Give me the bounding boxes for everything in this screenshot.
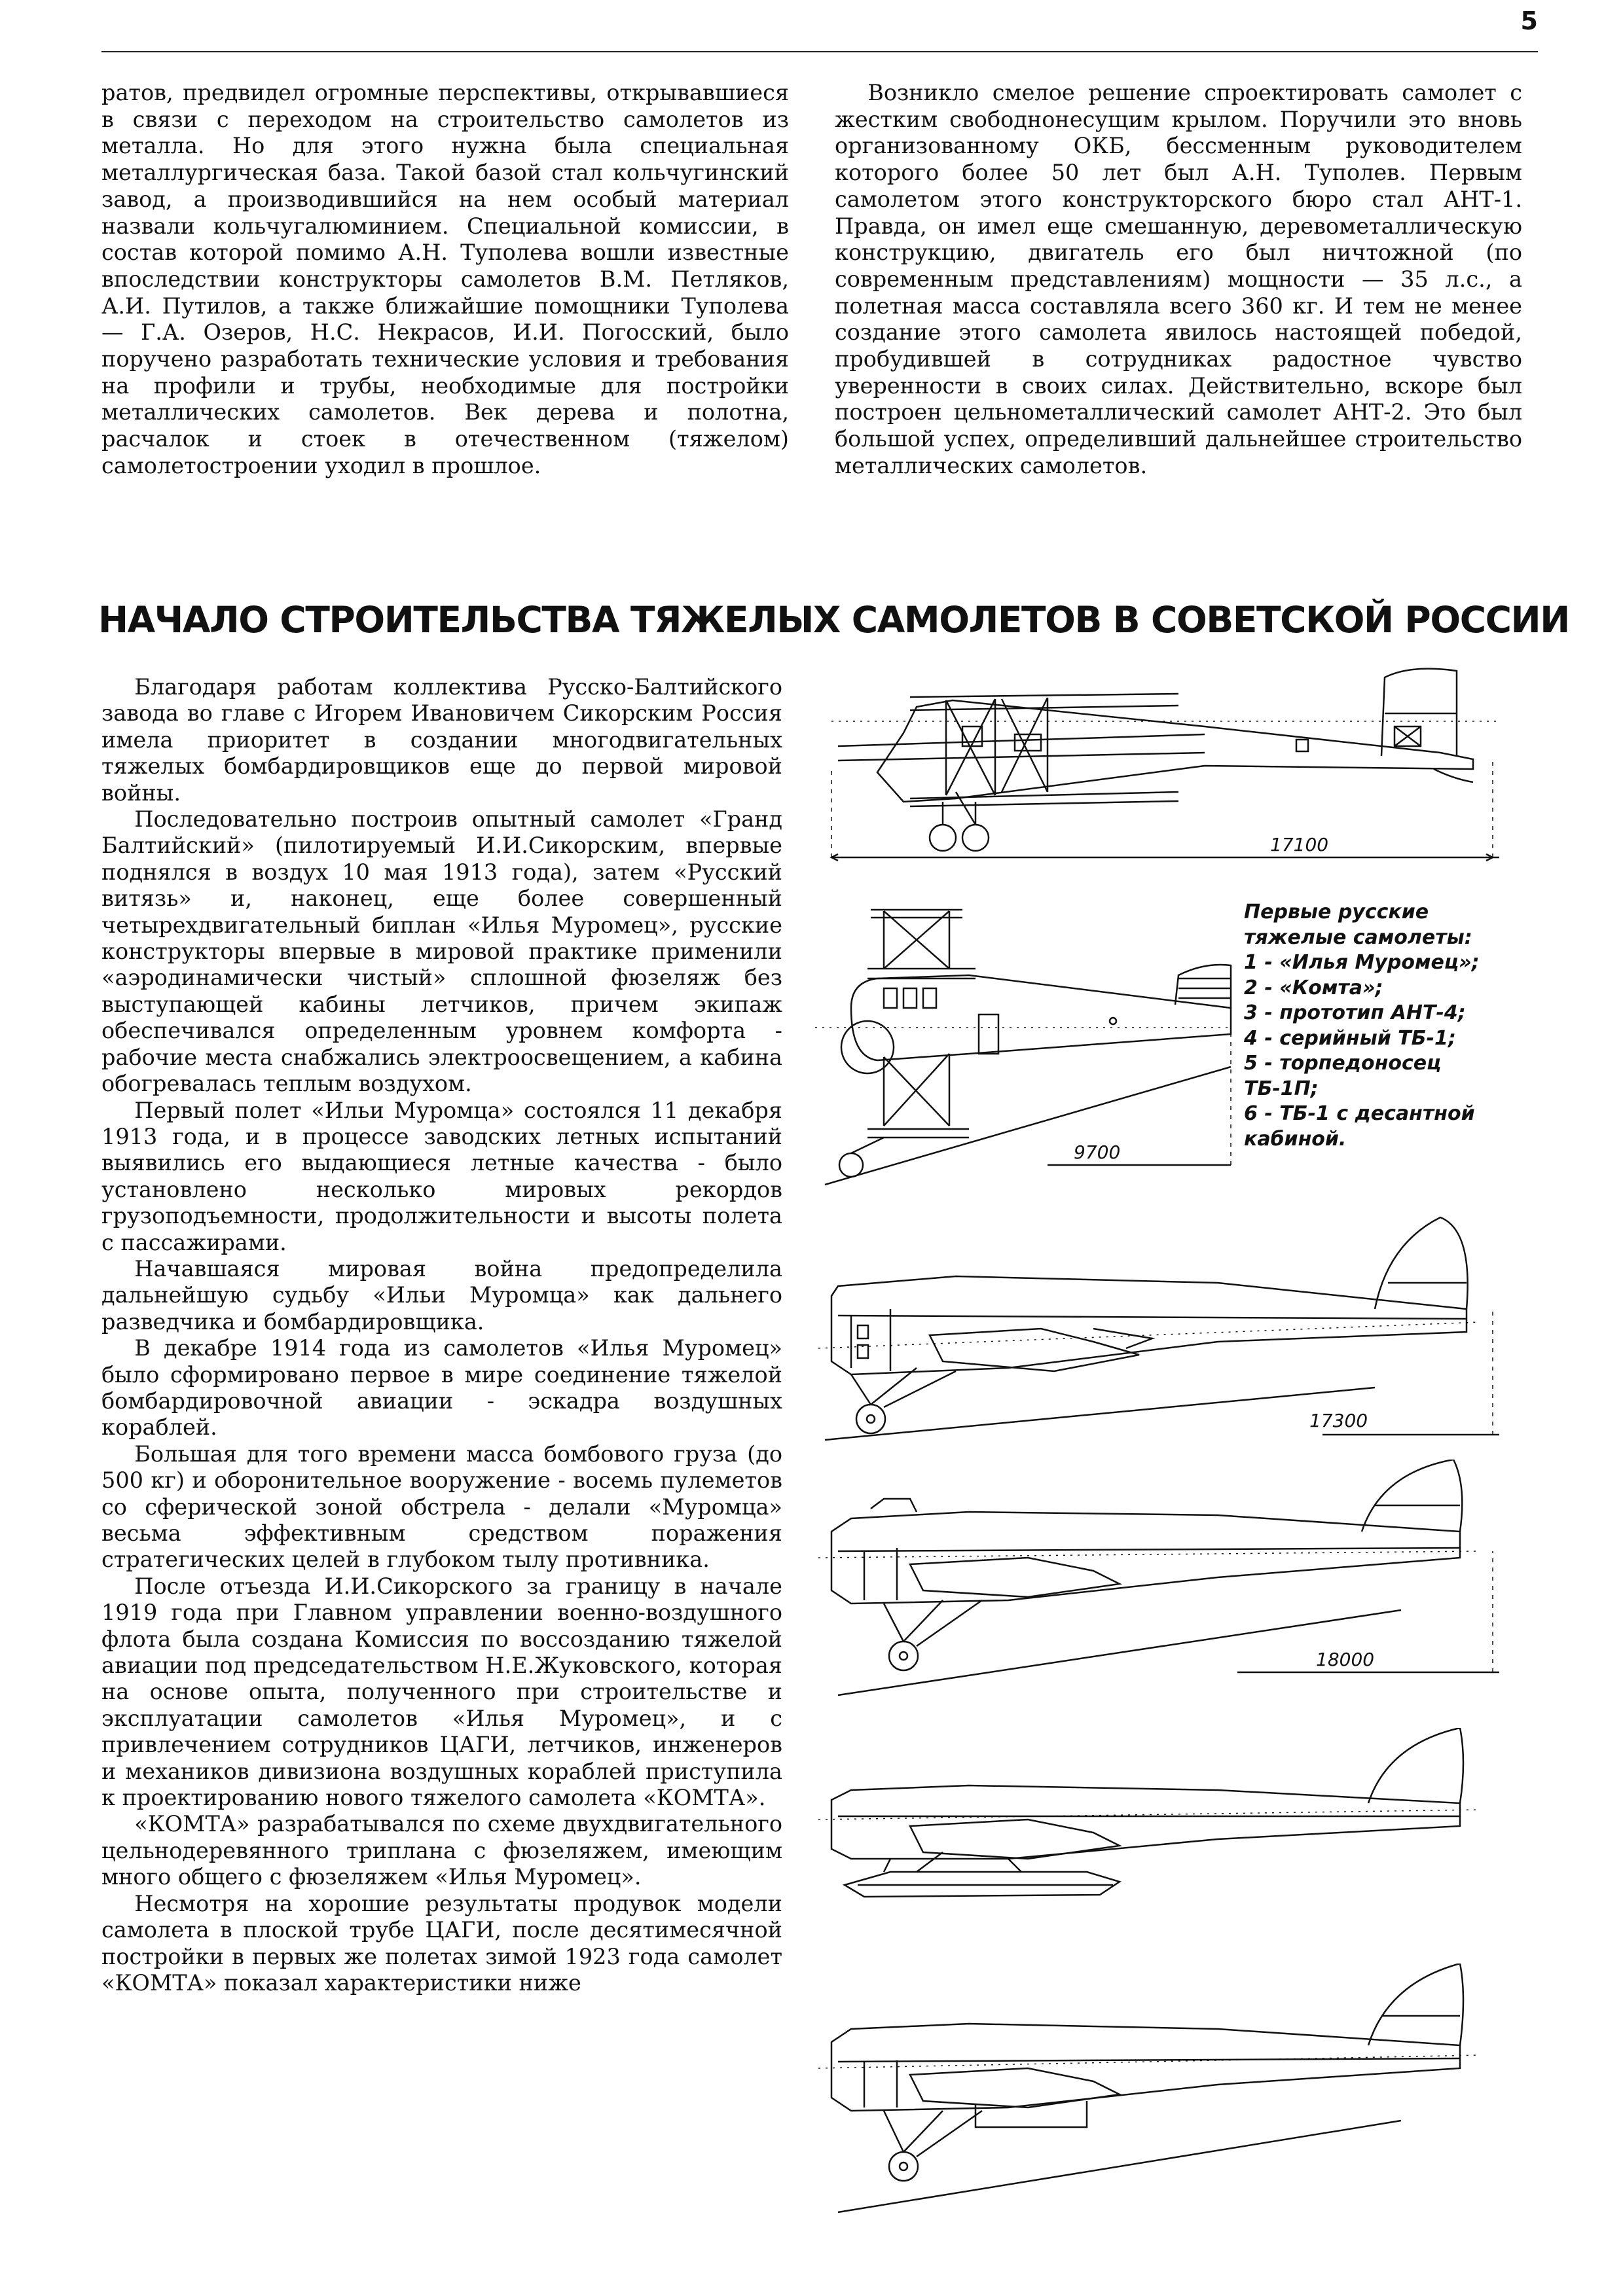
aircraft-drawing-ilya-muromets xyxy=(812,661,1532,884)
figure-caption xyxy=(1244,900,1519,1152)
dimension-label: 9700 xyxy=(1074,1141,1121,1163)
top-right-paragraph: Возникло смелое решение спроектировать самолет с жестким свободнонесущим крылом. Поручили это вновь организованному ОКБ, бессменным руководителем которого более 50 лет был А.Н. Туполев. Первым самолетом этого конструкторского бюро стал АНТ-1. Правда, он имел еще смешанную, деревометаллическую конструкцию, двигатель его был ничтожной (по современным представлениям) мощности — 35 л.с., а полетная масса составляла всего 360 кг. И тем не менее создание этого самолета явилось настоящей победой, пробудившей в сотрудниках радостное чувство уверенности в своих силах. Действительно, вскоре был построен цельнометаллический самолет АНТ-2. Это был большой успех, определивший дальнейшее строительство металлических самолетов. xyxy=(835,80,1522,478)
section-title: НАЧАЛО СТРОИТЕЛЬСТВА ТЯЖЕЛЫХ САМОЛЕТОВ В СОВЕТСКОЙ РОССИИ xyxy=(98,599,1569,641)
main-paragraph: Большая для того времени масса бомбового груза (до 500 кг) и оборонительное вооружение - восемь пулеметов со сферической зоной обстрела - делали «Муромца» весьма эффективным средством поражения стратегических целей в глубоком тылу противника. xyxy=(101,1441,782,1573)
header-rule xyxy=(101,51,1538,52)
page-number: 5 xyxy=(1520,7,1538,35)
aircraft-drawing-tb-1 xyxy=(812,1460,1532,1708)
dimension-label: 18000 xyxy=(1316,1649,1375,1670)
aircraft-drawing-komta xyxy=(812,897,1244,1198)
main-paragraph: Начавшаяся мировая война предопределила дальнейшую судьбу «Ильи Муромца» как дальнего разведчика и бомбардировщика. xyxy=(101,1255,782,1335)
top-left-column xyxy=(101,80,789,480)
aircraft-drawing-tb-1p xyxy=(812,1728,1532,1924)
caption-line: тяжелые самолеты: xyxy=(1244,925,1472,949)
caption-line: ТБ-1П; xyxy=(1244,1077,1319,1100)
caption-line: кабиной. xyxy=(1244,1127,1347,1151)
caption-line: 3 - прототип АНТ-4; xyxy=(1244,1001,1466,1024)
top-left-paragraph: ратов, предвидел огромные перспективы, открывавшиеся в связи с переходом на строительство самолетов из металла. Но для этого нужна была специальная металлургическая база. Такой базой стал кольчугинский завод, а производившийся на нем особый материал назвали кольчугалюминием. Специальной комиссии, в состав которой помимо А.Н. Туполева вошли известные впоследствии конструкторы самолетов В.М. Петляков, А.И. Путилов, а также ближайшие помощники Туполева — Г.А. Озеров, Н.С. Некрасов, И.И. Погосский, было поручено разработать технические условия и требования на профили и трубы, необходимые для постройки металлических самолетов. Век дерева и полотна, расчалок и стоек в отечественном (тяжелом) самолетостроении уходил в прошлое. xyxy=(101,80,789,478)
caption-line: 1 - «Илья Муромец»; xyxy=(1244,951,1480,974)
dimension-label: 17300 xyxy=(1309,1410,1368,1431)
caption-line: 5 - торпедоносец xyxy=(1244,1052,1442,1075)
caption-line: 4 - серийный ТБ-1; xyxy=(1244,1026,1456,1050)
main-paragraph: Несмотря на хорошие результаты продувок модели самолета в плоской трубе ЦАГИ, после десятимесячной постройки в первых же полетах зимой 1923 года самолет «КОМТА» показал характеристики ниже xyxy=(101,1890,782,1996)
main-paragraph: Первый полет «Ильи Муромца» состоялся 11 декабря 1913 года, и в процессе заводских летных испытаний выявились его выдающиеся летные качества - было установлено несколько мировых рекордов грузоподъемности, продолжительности и высоты полета с пассажирами. xyxy=(101,1097,782,1255)
caption-line: 2 - «Комта»; xyxy=(1244,976,1383,999)
caption-line: Первые русские xyxy=(1244,901,1429,924)
main-paragraph: Последовательно построив опытный самолет «Гранд Балтийский» (пилотируемый И.И.Сикорским, впервые поднялся в воздух 10 мая 1913 года), затем «Русский витязь» и, наконец, еще более совершенный четырехдвигательный биплан «Илья Муромец», русские конструкторы впервые в мировой практике применили «аэродинамически чистый» сплошной фюзеляж без выступающей кабины летчиков, причем экипаж обеспечивался определенным уровнем комфорта - рабочие места снабжались электроосвещением, а кабина обогревалась теплым воздухом. xyxy=(101,806,782,1097)
main-paragraph: В декабре 1914 года из самолетов «Илья Муромец» было сформировано первое в мире соединение тяжелой бомбардировочной авиации - эскадра воздушных кораблей. xyxy=(101,1335,782,1441)
main-paragraph: Благодаря работам коллектива Русско-Балтийского завода во главе с Игорем Ивановичем Сикорским Россия имела приоритет в создании многодвигательных тяжелых бомбардировщиков еще до первой мировой войны. xyxy=(101,674,782,806)
main-text-column xyxy=(101,674,782,1996)
caption-line: 6 - ТБ-1 с десантной xyxy=(1244,1102,1475,1125)
top-right-column xyxy=(835,80,1522,480)
aircraft-drawing-ant-4 xyxy=(812,1211,1532,1446)
main-paragraph: «КОМТА» разрабатывался по схеме двухдвигательного цельнодеревянного триплана с фюзеляжем, имеющим много общего с фюзеляжем «Илья Муромец». xyxy=(101,1811,782,1890)
dimension-label: 17100 xyxy=(1270,834,1329,855)
aircraft-figure xyxy=(812,661,1532,2232)
aircraft-drawing-tb-1-landing xyxy=(812,1964,1532,2232)
main-paragraph: После отъезда И.И.Сикорского за границу в начале 1919 года при Главном управлении военно-воздушного флота была создана Комиссия по воссозданию тяжелой авиации под председательством Н.Е.Жуковского, которая на основе опыта, полученного при строительстве и эксплуатации самолетов «Илья Муромец», и с привлечением сотрудников ЦАГИ, летчиков, инженеров и механиков дивизиона воздушных кораблей приступила к проектированию нового тяжелого самолета «КОМТА». xyxy=(101,1573,782,1811)
